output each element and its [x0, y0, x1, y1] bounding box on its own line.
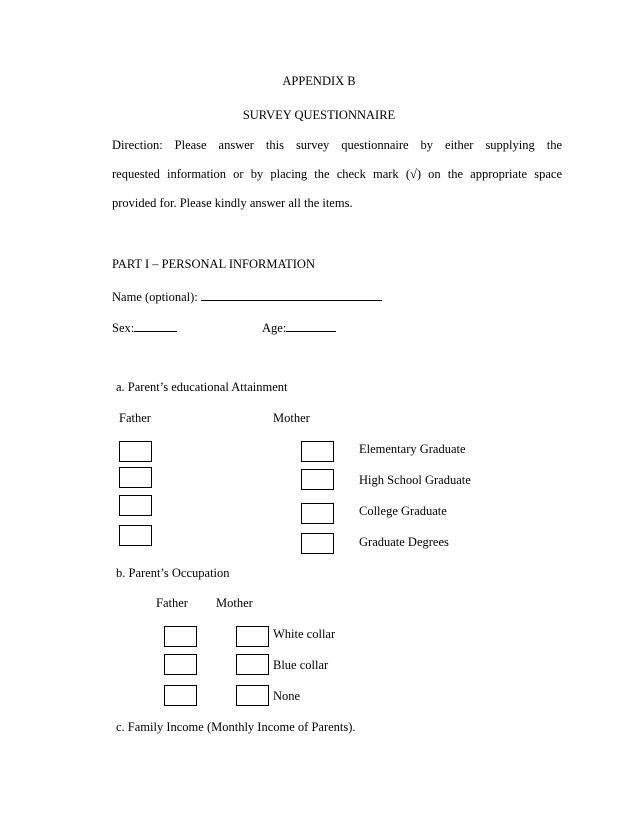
occupation-mother-checkbox-none[interactable] [236, 685, 269, 706]
direction-line-2: requested information or by placing the check mark (√) on the appropriate space [112, 167, 562, 181]
income-question: c. Family Income (Monthly Income of Parents). [116, 720, 356, 734]
education-mother-checkbox-graduate[interactable] [301, 533, 334, 554]
education-father-checkbox-highschool[interactable] [119, 467, 152, 488]
occupation-question: b. Parent’s Occupation [116, 566, 230, 580]
occupation-father-checkbox-white[interactable] [164, 626, 197, 647]
part1-heading: PART I – PERSONAL INFORMATION [112, 257, 315, 271]
education-father-checkbox-graduate[interactable] [119, 525, 152, 546]
occupation-father-checkbox-none[interactable] [164, 685, 197, 706]
direction-line-3: provided for. Please kindly answer all the items. [112, 196, 353, 210]
age-field-row [262, 319, 336, 336]
education-question: a. Parent’s educational Attainment [116, 380, 288, 394]
appendix-heading: APPENDIX B [282, 74, 356, 88]
education-option-highschool: High School Graduate [359, 473, 471, 487]
education-mother-checkbox-college[interactable] [301, 503, 334, 524]
occupation-mother-label: Mother [216, 596, 253, 610]
occupation-mother-checkbox-blue[interactable] [236, 654, 269, 675]
name-label: Name (optional): [112, 290, 201, 304]
education-mother-checkbox-elementary[interactable] [301, 441, 334, 462]
direction-line-1: Direction: Please answer this survey questionnaire by either supplying the [112, 138, 562, 152]
document-title: SURVEY QUESTIONNAIRE [242, 108, 396, 122]
occupation-option-white: White collar [273, 627, 336, 641]
education-option-college: College Graduate [359, 504, 447, 518]
occupation-option-none: None [273, 689, 301, 703]
sex-blank[interactable] [134, 319, 177, 332]
name-field-row [112, 288, 382, 305]
education-father-checkbox-college[interactable] [119, 495, 152, 516]
age-label: Age: [262, 321, 287, 335]
education-option-elementary: Elementary Graduate [359, 442, 466, 456]
education-father-label: Father [119, 411, 151, 425]
education-option-graduate: Graduate Degrees [359, 535, 449, 549]
occupation-father-checkbox-blue[interactable] [164, 654, 197, 675]
education-father-checkbox-elementary[interactable] [119, 441, 152, 462]
occupation-mother-checkbox-white[interactable] [236, 626, 269, 647]
education-mother-checkbox-highschool[interactable] [301, 469, 334, 490]
age-blank[interactable] [286, 319, 336, 332]
occupation-father-label: Father [156, 596, 188, 610]
sex-field-row [112, 319, 177, 336]
name-blank[interactable] [201, 288, 382, 301]
occupation-option-blue: Blue collar [273, 658, 329, 672]
sex-label: Sex: [112, 321, 135, 335]
education-mother-label: Mother [273, 411, 310, 425]
